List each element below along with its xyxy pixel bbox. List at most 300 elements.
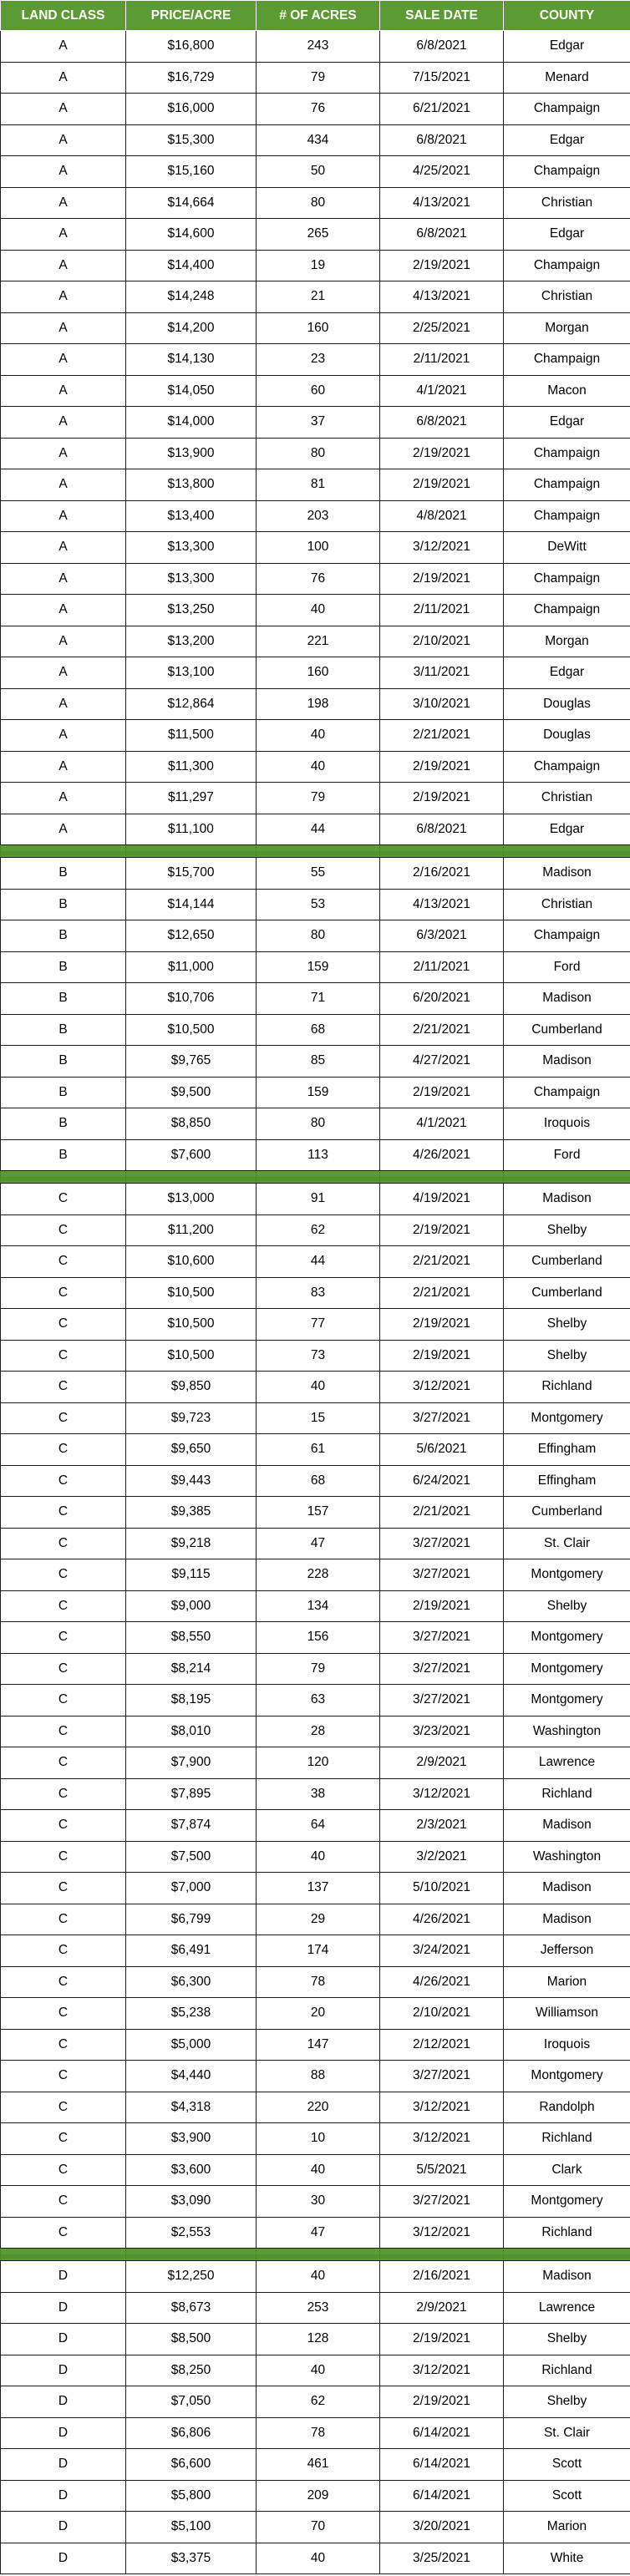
cell-number-of-acres: 174	[257, 1935, 380, 1967]
cell-price-per-acre: $6,491	[126, 1935, 257, 1967]
table-row	[1, 2324, 630, 2355]
cell-price-per-acre: $16,729	[126, 62, 257, 94]
cell-sale-date: 4/25/2021	[380, 156, 504, 188]
table-row	[1, 469, 630, 501]
table-row	[1, 344, 630, 376]
cell-county: Christian	[504, 783, 630, 814]
cell-number-of-acres: 63	[257, 1685, 380, 1716]
table-row	[1, 1108, 630, 1140]
cell-number-of-acres: 78	[257, 2417, 380, 2449]
cell-sale-date: 6/8/2021	[380, 124, 504, 156]
cell-county: Edgar	[504, 814, 630, 845]
table-row	[1, 1559, 630, 1591]
cell-land-class: C	[1, 1810, 126, 1842]
cell-price-per-acre: $14,000	[126, 407, 257, 439]
table-row	[1, 250, 630, 281]
cell-number-of-acres: 221	[257, 626, 380, 657]
cell-county: Washington	[504, 1716, 630, 1747]
cell-land-class: A	[1, 595, 126, 626]
cell-sale-date: 2/19/2021	[380, 563, 504, 595]
cell-land-class: C	[1, 1214, 126, 1246]
cell-land-class: C	[1, 1559, 126, 1591]
cell-county: Montgomery	[504, 1685, 630, 1716]
cell-number-of-acres: 71	[257, 983, 380, 1015]
cell-price-per-acre: $7,000	[126, 1873, 257, 1904]
cell-sale-date: 2/19/2021	[380, 250, 504, 281]
cell-county: Scott	[504, 2449, 630, 2481]
cell-sale-date: 4/13/2021	[380, 281, 504, 313]
table-row	[1, 783, 630, 814]
cell-land-class: A	[1, 375, 126, 407]
table-row	[1, 1590, 630, 1622]
cell-price-per-acre: $10,500	[126, 1340, 257, 1372]
cell-land-class: A	[1, 62, 126, 94]
cell-land-class: C	[1, 1590, 126, 1622]
cell-price-per-acre: $11,500	[126, 720, 257, 752]
cell-number-of-acres: 47	[257, 2217, 380, 2249]
cell-county: Montgomery	[504, 2061, 630, 2092]
cell-sale-date: 3/27/2021	[380, 1622, 504, 1654]
cell-price-per-acre: $4,440	[126, 2061, 257, 2092]
cell-price-per-acre: $11,200	[126, 1214, 257, 1246]
cell-number-of-acres: 10	[257, 2123, 380, 2155]
cell-sale-date: 3/27/2021	[380, 1685, 504, 1716]
cell-sale-date: 4/13/2021	[380, 889, 504, 920]
cell-price-per-acre: $7,900	[126, 1747, 257, 1779]
cell-county: Christian	[504, 281, 630, 313]
cell-sale-date: 2/21/2021	[380, 1497, 504, 1529]
cell-number-of-acres: 80	[257, 187, 380, 219]
table-row	[1, 281, 630, 313]
table-row	[1, 1402, 630, 1434]
cell-number-of-acres: 40	[257, 1841, 380, 1873]
cell-price-per-acre: $2,553	[126, 2217, 257, 2249]
cell-county: Montgomery	[504, 1559, 630, 1591]
table-row	[1, 219, 630, 251]
table-row	[1, 889, 630, 920]
table-row	[1, 2512, 630, 2543]
separator-shade	[257, 851, 379, 855]
cell-sale-date: 2/10/2021	[380, 1998, 504, 2030]
cell-price-per-acre: $14,664	[126, 187, 257, 219]
table-body	[1, 31, 630, 2574]
cell-number-of-acres: 40	[257, 2543, 380, 2574]
cell-sale-date: 3/27/2021	[380, 2186, 504, 2218]
table-row	[1, 1434, 630, 1466]
cell-price-per-acre: $13,300	[126, 563, 257, 595]
cell-price-per-acre: $5,238	[126, 1998, 257, 2030]
table-row	[1, 94, 630, 125]
cell-sale-date: 3/20/2021	[380, 2512, 504, 2543]
cell-land-class: A	[1, 720, 126, 752]
cell-sale-date: 4/8/2021	[380, 500, 504, 532]
cell-sale-date: 2/16/2021	[380, 858, 504, 890]
cell-county: Ford	[504, 1139, 630, 1171]
cell-land-class: A	[1, 783, 126, 814]
cell-county: Richland	[504, 1778, 630, 1810]
header-row	[1, 1, 630, 31]
cell-sale-date: 3/27/2021	[380, 1653, 504, 1685]
cell-number-of-acres: 157	[257, 1497, 380, 1529]
table-row	[1, 312, 630, 344]
cell-county: Champaign	[504, 438, 630, 469]
table-row	[1, 1309, 630, 1341]
cell-number-of-acres: 159	[257, 951, 380, 983]
cell-sale-date: 3/27/2021	[380, 1559, 504, 1591]
cell-sale-date: 3/12/2021	[380, 2123, 504, 2155]
cell-county: Marion	[504, 2512, 630, 2543]
table-row	[1, 2480, 630, 2512]
table-row	[1, 1873, 630, 1904]
cell-land-class: C	[1, 1841, 126, 1873]
table-row	[1, 951, 630, 983]
cell-land-class: C	[1, 2217, 126, 2249]
cell-number-of-acres: 85	[257, 1046, 380, 1078]
cell-sale-date: 2/21/2021	[380, 1014, 504, 1046]
cell-price-per-acre: $13,900	[126, 438, 257, 469]
cell-price-per-acre: $12,864	[126, 688, 257, 720]
cell-price-per-acre: $8,195	[126, 1685, 257, 1716]
header-sale-date: SALE DATE	[380, 1, 504, 31]
cell-sale-date: 2/19/2021	[380, 783, 504, 814]
cell-sale-date: 3/23/2021	[380, 1716, 504, 1747]
cell-sale-date: 2/16/2021	[380, 2261, 504, 2293]
table-row	[1, 1685, 630, 1716]
cell-county: Champaign	[504, 1077, 630, 1108]
cell-county: Richland	[504, 2355, 630, 2386]
cell-number-of-acres: 20	[257, 1998, 380, 2030]
cell-number-of-acres: 38	[257, 1778, 380, 1810]
cell-land-class: A	[1, 344, 126, 376]
separator-shade	[126, 1177, 256, 1181]
cell-number-of-acres: 61	[257, 1434, 380, 1466]
cell-price-per-acre: $13,200	[126, 626, 257, 657]
table-row	[1, 62, 630, 94]
cell-price-per-acre: $10,706	[126, 983, 257, 1015]
table-row	[1, 2417, 630, 2449]
cell-sale-date: 6/21/2021	[380, 94, 504, 125]
cell-number-of-acres: 434	[257, 124, 380, 156]
cell-number-of-acres: 21	[257, 281, 380, 313]
table-row	[1, 688, 630, 720]
table-row	[1, 1046, 630, 1078]
cell-county: Marion	[504, 1966, 630, 1998]
cell-land-class: A	[1, 94, 126, 125]
cell-land-class: D	[1, 2543, 126, 2574]
cell-sale-date: 5/6/2021	[380, 1434, 504, 1466]
cell-sale-date: 2/12/2021	[380, 2029, 504, 2061]
table-row	[1, 1077, 630, 1108]
cell-price-per-acre: $9,000	[126, 1590, 257, 1622]
cell-sale-date: 2/21/2021	[380, 1246, 504, 1278]
cell-number-of-acres: 76	[257, 563, 380, 595]
cell-price-per-acre: $15,160	[126, 156, 257, 188]
cell-number-of-acres: 198	[257, 688, 380, 720]
cell-land-class: B	[1, 1077, 126, 1108]
cell-price-per-acre: $10,500	[126, 1277, 257, 1309]
cell-sale-date: 2/19/2021	[380, 1214, 504, 1246]
cell-county: Champaign	[504, 563, 630, 595]
cell-number-of-acres: 76	[257, 94, 380, 125]
cell-land-class: A	[1, 187, 126, 219]
cell-land-class: A	[1, 751, 126, 783]
cell-number-of-acres: 91	[257, 1184, 380, 1215]
cell-land-class: C	[1, 1716, 126, 1747]
cell-county: Shelby	[504, 1309, 630, 1341]
table-row	[1, 2123, 630, 2155]
cell-sale-date: 2/19/2021	[380, 1077, 504, 1108]
cell-price-per-acre: $3,900	[126, 2123, 257, 2155]
cell-number-of-acres: 203	[257, 500, 380, 532]
cell-county: St. Clair	[504, 2417, 630, 2449]
cell-price-per-acre: $14,200	[126, 312, 257, 344]
cell-number-of-acres: 40	[257, 751, 380, 783]
cell-number-of-acres: 44	[257, 1246, 380, 1278]
separator-cell	[380, 845, 504, 858]
table-row	[1, 626, 630, 657]
cell-price-per-acre: $13,300	[126, 532, 257, 564]
cell-county: White	[504, 2543, 630, 2574]
table-row	[1, 1497, 630, 1529]
cell-county: Washington	[504, 1841, 630, 1873]
class-separator-row	[1, 2249, 630, 2261]
table-row	[1, 2217, 630, 2249]
cell-price-per-acre: $13,000	[126, 1184, 257, 1215]
cell-number-of-acres: 461	[257, 2449, 380, 2481]
cell-sale-date: 5/5/2021	[380, 2154, 504, 2186]
separator-shade	[380, 1177, 503, 1181]
table-row	[1, 1622, 630, 1654]
class-separator-row	[1, 1171, 630, 1184]
cell-sale-date: 5/10/2021	[380, 1873, 504, 1904]
cell-sale-date: 2/19/2021	[380, 2386, 504, 2418]
table-row	[1, 1935, 630, 1967]
cell-number-of-acres: 79	[257, 1653, 380, 1685]
separator-shade	[1, 851, 125, 855]
cell-county: Lawrence	[504, 2292, 630, 2324]
cell-land-class: D	[1, 2512, 126, 2543]
table-row	[1, 1716, 630, 1747]
table-row	[1, 2061, 630, 2092]
cell-land-class: A	[1, 31, 126, 63]
separator-cell	[257, 845, 380, 858]
cell-number-of-acres: 120	[257, 1747, 380, 1779]
separator-shade	[380, 851, 503, 855]
separator-cell	[1, 845, 126, 858]
cell-land-class: C	[1, 2092, 126, 2123]
separator-cell	[380, 2249, 504, 2261]
cell-land-class: C	[1, 1998, 126, 2030]
cell-number-of-acres: 220	[257, 2092, 380, 2123]
separator-shade	[257, 1177, 379, 1181]
cell-price-per-acre: $7,600	[126, 1139, 257, 1171]
cell-price-per-acre: $13,800	[126, 469, 257, 501]
cell-county: Ford	[504, 951, 630, 983]
cell-price-per-acre: $3,375	[126, 2543, 257, 2574]
cell-county: Shelby	[504, 1340, 630, 1372]
cell-number-of-acres: 80	[257, 920, 380, 952]
table-row	[1, 124, 630, 156]
cell-price-per-acre: $16,800	[126, 31, 257, 63]
cell-land-class: C	[1, 1935, 126, 1967]
cell-sale-date: 3/12/2021	[380, 1372, 504, 1403]
cell-number-of-acres: 19	[257, 250, 380, 281]
cell-price-per-acre: $11,000	[126, 951, 257, 983]
cell-number-of-acres: 68	[257, 1014, 380, 1046]
cell-land-class: C	[1, 2154, 126, 2186]
separator-shade	[257, 2254, 379, 2259]
separator-cell	[126, 1171, 257, 1184]
cell-land-class: C	[1, 2123, 126, 2155]
cell-sale-date: 6/14/2021	[380, 2449, 504, 2481]
separator-cell	[257, 2249, 380, 2261]
cell-price-per-acre: $7,050	[126, 2386, 257, 2418]
cell-price-per-acre: $14,248	[126, 281, 257, 313]
cell-sale-date: 2/9/2021	[380, 2292, 504, 2324]
cell-land-class: A	[1, 219, 126, 251]
separator-shade	[504, 1177, 630, 1181]
cell-sale-date: 2/19/2021	[380, 438, 504, 469]
cell-price-per-acre: $6,806	[126, 2417, 257, 2449]
cell-sale-date: 6/8/2021	[380, 219, 504, 251]
cell-sale-date: 2/9/2021	[380, 1747, 504, 1779]
cell-land-class: C	[1, 1685, 126, 1716]
cell-number-of-acres: 70	[257, 2512, 380, 2543]
header-county: COUNTY	[504, 1, 630, 31]
cell-sale-date: 3/2/2021	[380, 1841, 504, 1873]
cell-number-of-acres: 64	[257, 1810, 380, 1842]
cell-county: DeWitt	[504, 532, 630, 564]
cell-sale-date: 4/1/2021	[380, 1108, 504, 1140]
table-row	[1, 2386, 630, 2418]
header-number-of-acres: # OF ACRES	[257, 1, 380, 31]
cell-sale-date: 6/14/2021	[380, 2480, 504, 2512]
cell-county: Cumberland	[504, 1277, 630, 1309]
cell-sale-date: 3/12/2021	[380, 2217, 504, 2249]
cell-price-per-acre: $9,650	[126, 1434, 257, 1466]
cell-land-class: C	[1, 1747, 126, 1779]
cell-county: Edgar	[504, 124, 630, 156]
table-row	[1, 1528, 630, 1559]
cell-county: Champaign	[504, 344, 630, 376]
cell-price-per-acre: $14,050	[126, 375, 257, 407]
cell-sale-date: 3/12/2021	[380, 2355, 504, 2386]
cell-land-class: C	[1, 1246, 126, 1278]
cell-number-of-acres: 113	[257, 1139, 380, 1171]
cell-sale-date: 6/8/2021	[380, 31, 504, 63]
table-row	[1, 1966, 630, 1998]
cell-sale-date: 6/14/2021	[380, 2417, 504, 2449]
cell-county: Menard	[504, 62, 630, 94]
table-row	[1, 720, 630, 752]
cell-land-class: C	[1, 1778, 126, 1810]
cell-land-class: B	[1, 1014, 126, 1046]
cell-sale-date: 3/12/2021	[380, 2092, 504, 2123]
cell-price-per-acre: $11,297	[126, 783, 257, 814]
cell-sale-date: 4/27/2021	[380, 1046, 504, 1078]
header-price-per-acre: PRICE/ACRE	[126, 1, 257, 31]
separator-shade	[1, 2254, 125, 2259]
cell-sale-date: 6/8/2021	[380, 814, 504, 845]
cell-number-of-acres: 78	[257, 1966, 380, 1998]
cell-county: Cumberland	[504, 1246, 630, 1278]
separator-cell	[257, 1171, 380, 1184]
cell-land-class: C	[1, 1434, 126, 1466]
cell-county: Shelby	[504, 2386, 630, 2418]
cell-number-of-acres: 228	[257, 1559, 380, 1591]
separator-shade	[126, 2254, 256, 2259]
separator-cell	[380, 1171, 504, 1184]
cell-county: Champaign	[504, 920, 630, 952]
table-row	[1, 751, 630, 783]
cell-county: Champaign	[504, 156, 630, 188]
cell-price-per-acre: $5,000	[126, 2029, 257, 2061]
table-row	[1, 2543, 630, 2574]
table-row	[1, 2029, 630, 2061]
cell-sale-date: 3/12/2021	[380, 532, 504, 564]
cell-number-of-acres: 243	[257, 31, 380, 63]
cell-county: Randolph	[504, 2092, 630, 2123]
table-row	[1, 500, 630, 532]
cell-sale-date: 4/26/2021	[380, 1904, 504, 1935]
cell-land-class: D	[1, 2449, 126, 2481]
cell-county: Macon	[504, 375, 630, 407]
cell-number-of-acres: 53	[257, 889, 380, 920]
cell-number-of-acres: 30	[257, 2186, 380, 2218]
cell-county: Iroquois	[504, 2029, 630, 2061]
table-header	[1, 1, 630, 31]
cell-county: Madison	[504, 858, 630, 890]
separator-shade	[1, 1177, 125, 1181]
cell-land-class: C	[1, 1465, 126, 1497]
cell-county: Richland	[504, 2123, 630, 2155]
cell-number-of-acres: 28	[257, 1716, 380, 1747]
cell-number-of-acres: 88	[257, 2061, 380, 2092]
cell-price-per-acre: $9,115	[126, 1559, 257, 1591]
cell-county: Shelby	[504, 1214, 630, 1246]
cell-county: Effingham	[504, 1434, 630, 1466]
cell-land-class: D	[1, 2386, 126, 2418]
cell-price-per-acre: $3,600	[126, 2154, 257, 2186]
cell-price-per-acre: $14,130	[126, 344, 257, 376]
cell-number-of-acres: 265	[257, 219, 380, 251]
cell-price-per-acre: $9,850	[126, 1372, 257, 1403]
cell-county: Edgar	[504, 31, 630, 63]
table-row	[1, 1747, 630, 1779]
table-row	[1, 438, 630, 469]
cell-land-class: A	[1, 312, 126, 344]
cell-county: Montgomery	[504, 1622, 630, 1654]
cell-price-per-acre: $8,673	[126, 2292, 257, 2324]
table-row	[1, 2355, 630, 2386]
cell-price-per-acre: $14,144	[126, 889, 257, 920]
cell-number-of-acres: 128	[257, 2324, 380, 2355]
cell-county: Morgan	[504, 626, 630, 657]
cell-sale-date: 2/11/2021	[380, 595, 504, 626]
separator-cell	[1, 1171, 126, 1184]
cell-number-of-acres: 68	[257, 1465, 380, 1497]
cell-sale-date: 3/27/2021	[380, 1528, 504, 1559]
table-row	[1, 2261, 630, 2293]
cell-sale-date: 2/11/2021	[380, 951, 504, 983]
cell-land-class: B	[1, 1108, 126, 1140]
cell-price-per-acre: $9,500	[126, 1077, 257, 1108]
cell-price-per-acre: $8,850	[126, 1108, 257, 1140]
cell-sale-date: 2/3/2021	[380, 1810, 504, 1842]
cell-price-per-acre: $13,400	[126, 500, 257, 532]
cell-price-per-acre: $13,250	[126, 595, 257, 626]
cell-land-class: D	[1, 2480, 126, 2512]
